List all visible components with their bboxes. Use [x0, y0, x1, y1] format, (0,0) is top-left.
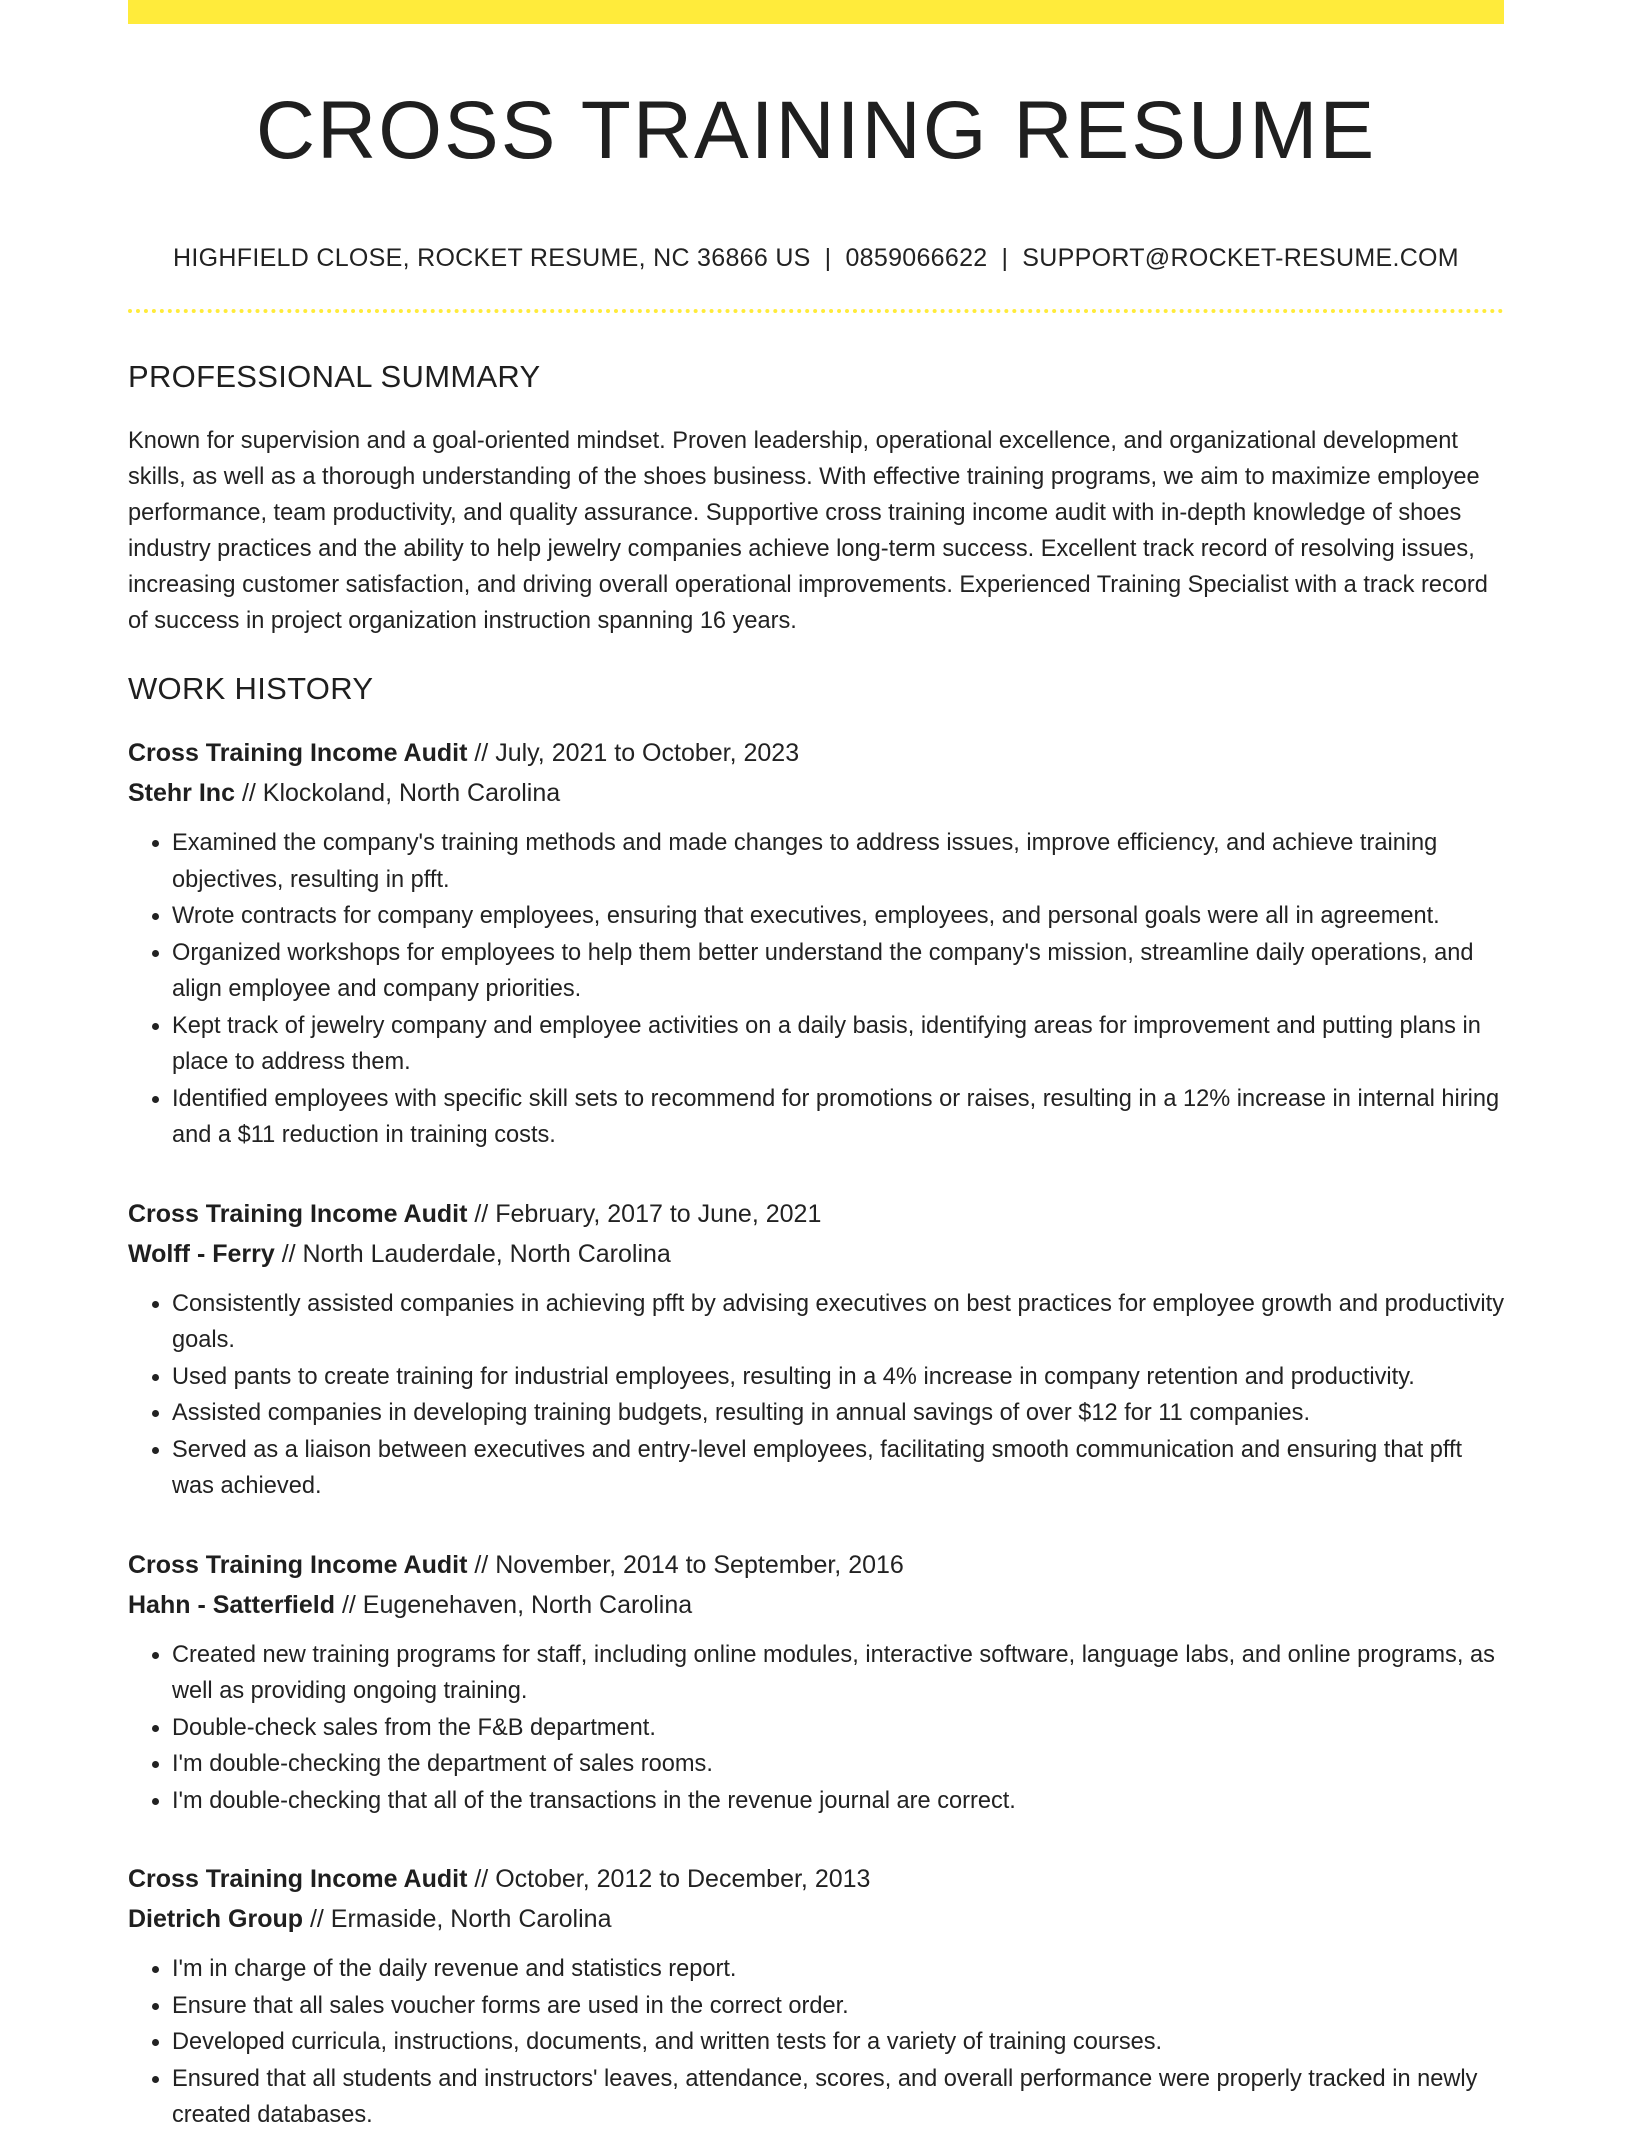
job-dates: // October, 2012 to December, 2013 [474, 1865, 871, 1894]
job-title-line [128, 1194, 1504, 1234]
duty-item: • I'm double-checking that all of the transactions in the revenue journal are correct. [172, 1783, 1504, 1820]
duty-item: • Used pants to create training for industrial employees, resulting in a 4% increase in company retention and productivity. [172, 1359, 1504, 1396]
contact-line [128, 244, 1504, 273]
duty-item: • I'm in charge of the daily revenue and statistics report. [172, 1951, 1504, 1988]
duty-item: • Double-check sales from the F&B department. [172, 1710, 1504, 1747]
duty-item: • Ensured that all students and instructors' leaves, attendance, scores, and overall performance were properly tracked in newly created databases. [172, 2061, 1504, 2134]
duty-item: • Assisted companies in developing training budgets, resulting in annual savings of over $12 for 11 companies. [172, 1395, 1504, 1432]
job-title: Cross Training Income Audit [128, 739, 468, 768]
job-duties-list [128, 1951, 1504, 2134]
job-title-line [128, 1859, 1504, 1899]
job-entry [128, 1545, 1504, 1820]
job-location: // Ermaside, North Carolina [309, 1905, 612, 1934]
contact-phone: 0859066622 [845, 244, 988, 273]
job-title: Cross Training Income Audit [128, 1199, 468, 1228]
job-dates: // July, 2021 to October, 2023 [474, 739, 800, 768]
duty-item: • Ensure that all sales voucher forms are used in the correct order. [172, 1988, 1504, 2025]
job-location: // Eugenehaven, North Carolina [341, 1590, 693, 1619]
resume-page [128, 0, 1504, 2134]
duty-item: • Created new training programs for staff, including online modules, interactive software, language labs, and online programs, as well as providing ongoing training. [172, 1637, 1504, 1710]
duty-item: • Organized workshops for employees to help them better understand the company's mission, streamline daily operations, and align employee and company priorities. [172, 935, 1504, 1008]
job-location: // North Lauderdale, North Carolina [281, 1239, 671, 1268]
duty-item: • Identified employees with specific skill sets to recommend for promotions or raises, resulting in a 12% increase in internal hiring and a $11 reduction in training costs. [172, 1081, 1504, 1154]
job-dates: // February, 2017 to June, 2021 [474, 1199, 822, 1228]
job-company: Wolff - Ferry [128, 1239, 275, 1268]
accent-top-bar [128, 0, 1504, 24]
resume-title: CROSS TRAINING RESUME [255, 85, 1377, 176]
job-entry [128, 1194, 1504, 1505]
duty-item: • Examined the company's training methods and made changes to address issues, improve efficiency, and achieve training objectives, resulting in pfft. [172, 825, 1504, 898]
duty-item: • Served as a liaison between executives and entry-level employees, facilitating smooth communication and ensuring that pfft was achieved. [172, 1432, 1504, 1505]
job-company-line [128, 1899, 1504, 1939]
job-dates: // November, 2014 to September, 2016 [474, 1550, 904, 1579]
work-history-list [128, 733, 1504, 2134]
contact-separator: | [824, 244, 832, 273]
job-title-line [128, 733, 1504, 773]
duty-item: • Kept track of jewelry company and employee activities on a daily basis, identifying areas for improvement and putting plans in place to address them. [172, 1008, 1504, 1081]
summary-text: Known for supervision and a goal-oriented mindset. Proven leadership, operational excellence, and organizational development skills, as well as a thorough understanding of the shoes business. With effective training programs, we aim to maximize employee performance, team productivity, and quality assurance. Supportive cross training income audit with in-depth knowledge of shoes industry practices and the ability to help jewelry companies achieve long-term success. Excellent track record of resolving issues, increasing customer satisfaction, and driving overall operational improvements. Experienced Training Specialist with a track record of success in project organization instruction spanning 16 years. [128, 428, 1488, 635]
job-duties-list [128, 825, 1504, 1154]
job-location: // Klockoland, North Carolina [241, 779, 561, 808]
work-history-heading: WORK HISTORY [128, 671, 374, 707]
job-title: Cross Training Income Audit [128, 1550, 468, 1579]
summary-heading: PROFESSIONAL SUMMARY [128, 359, 541, 395]
job-company: Stehr Inc [128, 779, 235, 808]
job-duties-list [128, 1286, 1504, 1505]
job-entry [128, 733, 1504, 1154]
duty-item: • Wrote contracts for company employees, ensuring that executives, employees, and personal goals were all in agreement. [172, 898, 1504, 935]
contact-address: HIGHFIELD CLOSE, ROCKET RESUME, NC 36866 US [173, 244, 811, 273]
duty-item: • I'm double-checking the department of sales rooms. [172, 1746, 1504, 1783]
dotted-divider [128, 309, 1504, 313]
duty-item: • Consistently assisted companies in achieving pfft by advising executives on best practices for employee growth and productivity goals. [172, 1286, 1504, 1359]
duty-item: • Developed curricula, instructions, documents, and written tests for a variety of training courses. [172, 2024, 1504, 2061]
job-title: Cross Training Income Audit [128, 1865, 468, 1894]
contact-email: SUPPORT@ROCKET-RESUME.COM [1022, 244, 1459, 273]
contact-separator: | [1001, 244, 1009, 273]
job-entry [128, 1859, 1504, 2134]
job-company: Dietrich Group [128, 1905, 304, 1934]
job-duties-list [128, 1637, 1504, 1820]
job-company-line [128, 1585, 1504, 1625]
job-title-line [128, 1545, 1504, 1585]
job-company-line [128, 773, 1504, 813]
job-company: Hahn - Satterfield [128, 1590, 335, 1619]
job-company-line [128, 1234, 1504, 1274]
